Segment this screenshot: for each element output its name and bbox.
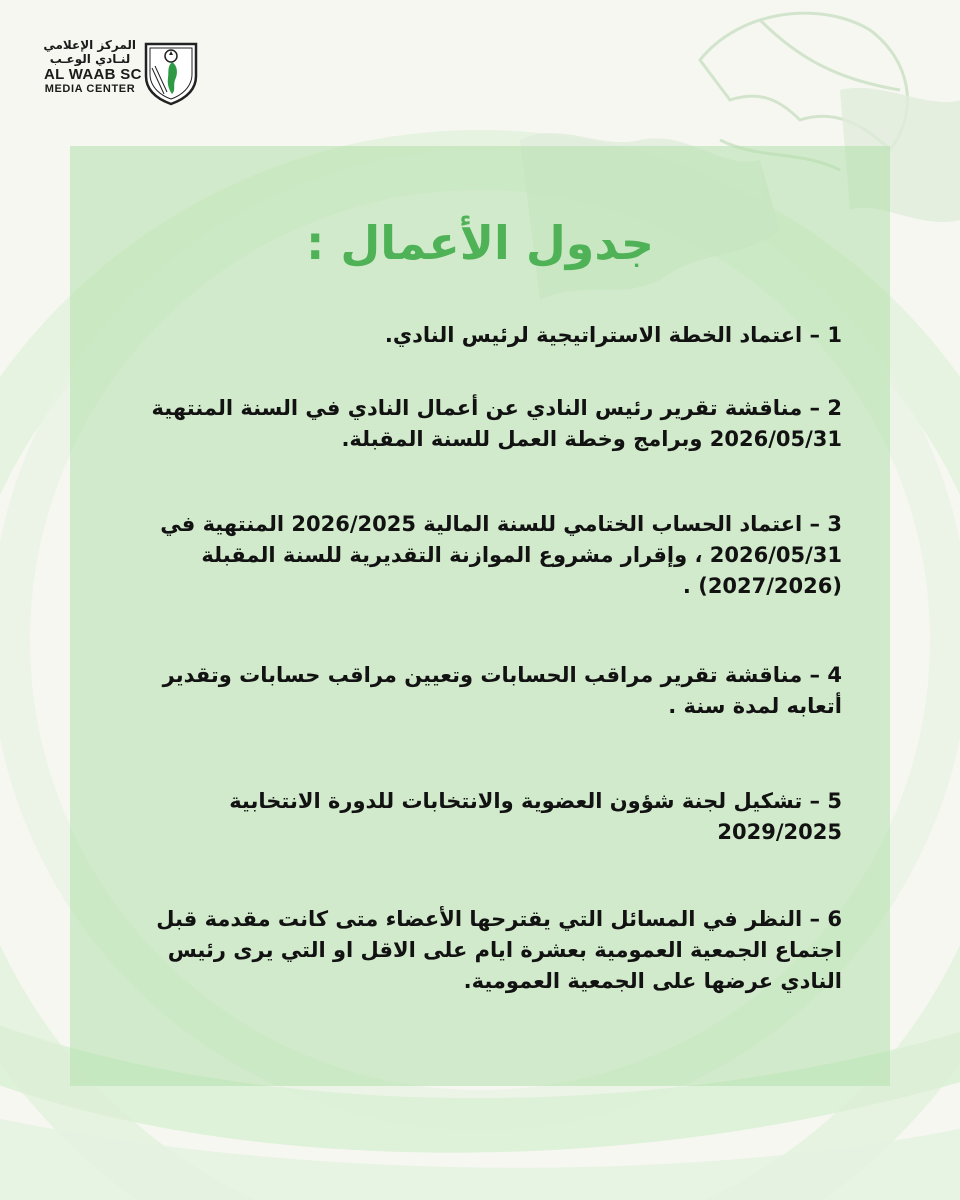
logo-english-line1: AL WAAB SC [44,66,142,83]
club-logo [44,38,204,108]
club-crest-icon [142,40,200,106]
agenda-item-5: 5 – تشكيل لجنة شؤون العضوية والانتخابات للدورة الانتخابية 2029/2025 [229,789,842,844]
agenda-item-2: 2 – مناقشة تقرير رئيس النادي عن أعمال النادي في السنة المنتهية 2026/05/31 وبرامج وخطة العمل للسنة المقبلة. [151,396,842,451]
logo-text-block [43,38,142,96]
logo-english-line2: MEDIA CENTER [44,83,136,95]
logo-arabic-line1: المركز الإعلامي [43,38,136,52]
agenda-panel [70,146,890,1086]
agenda-list [112,320,842,997]
agenda-item-3: 3 – اعتماد الحساب الختامي للسنة المالية 2026/2025 المنتهية في 2026/05/31 ، وإقرار مشروع الموازنة التقديرية للسنة المقبلة (2027/2026) . [160,512,842,598]
agenda-item-1: 1 – اعتماد الخطة الاستراتيجية لرئيس النادي. [384,323,842,347]
agenda-item-6: 6 – النظر في المسائل التي يقترحها الأعضاء متى كانت مقدمة قبل اجتماع الجمعية العمومية بعشرة ايام على الاقل او التي يرى رئيس النادي عرضها على الجمعية العمومية. [156,907,842,993]
logo-arabic-line2: لنـادي الوعـب [49,52,131,66]
agenda-item-4: 4 – مناقشة تقرير مراقب الحسابات وتعيين مراقب حسابات وتقدير أتعابه لمدة سنة . [162,663,842,718]
page-title: جدول الأعمال : [305,216,655,270]
